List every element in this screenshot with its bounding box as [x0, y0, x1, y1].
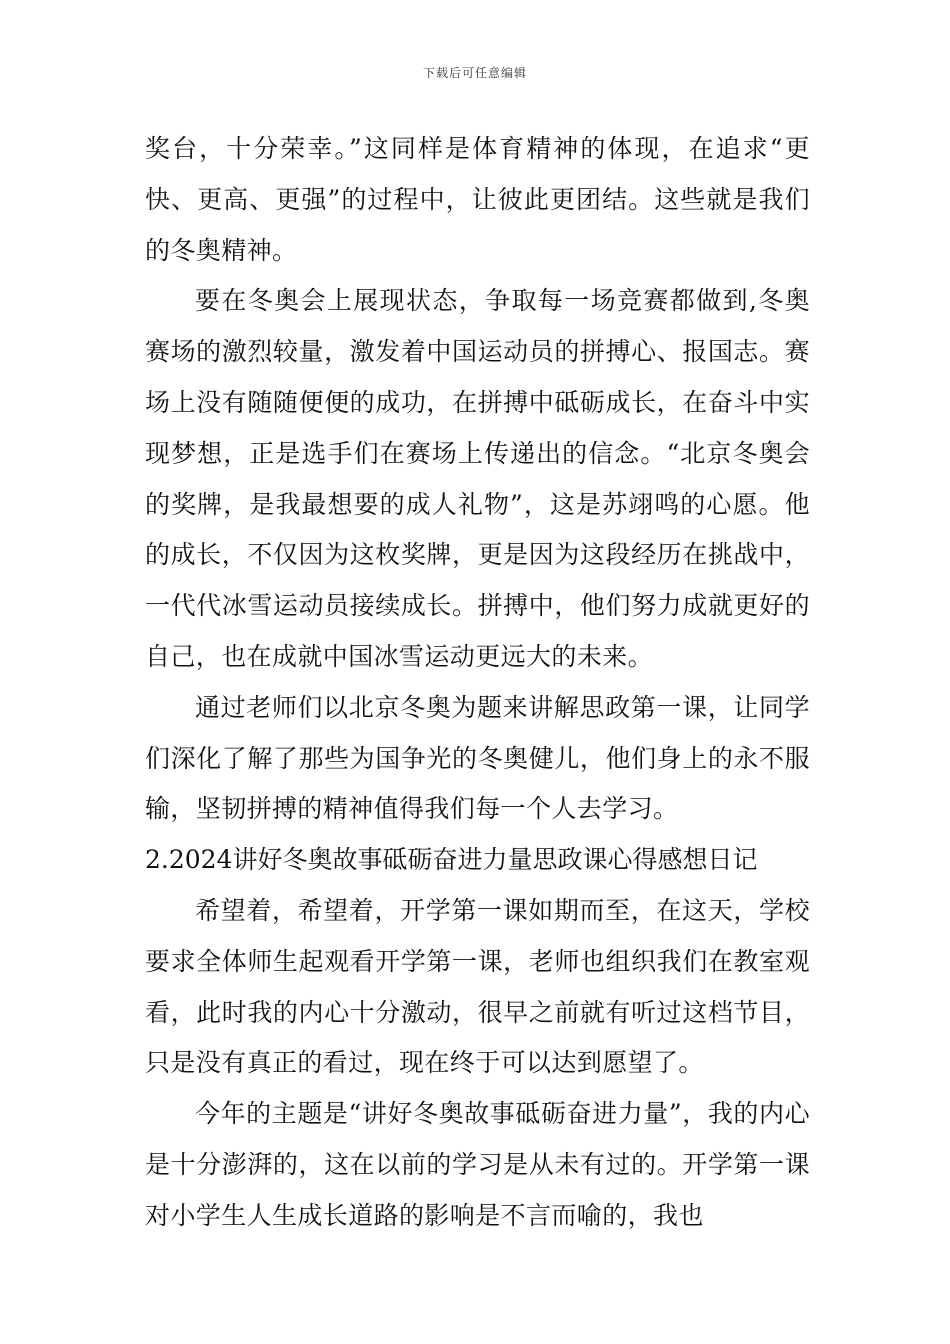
- paragraph: 今年的主题是“讲好冬奥故事砥砺奋进力量”，我的内心是十分澎湃的，这在以前的学习是从未有过的。开学第一课对小学生人生成长道路的影响是不言而喻的，我也: [145, 1099, 810, 1230]
- paragraph: 希望着，希望着，开学第一课如期而至，在这天，学校要求全体师生起观看开学第一课，老师也组织我们在教室观看，此时我的内心十分激动，很早之前就有听过这档节目，只是没有真正的看过，现在终于可以达到愿望了。: [145, 895, 810, 1078]
- section-heading: 2.2024讲好冬奥故事砥砺奋进力量思政课心得感想日记: [145, 845, 758, 875]
- paragraph: 要在冬奥会上展现状态，争取每一场竞赛都做到,冬奥赛场的激烈较量，激发着中国运动员的拼搏心、报国志。赛场上没有随随便便的成功，在拼搏中砥砺成长，在奋斗中实现梦想，正是选手们在赛场上传递出的信念。“北京冬奥会的奖牌，是我最想要的成人礼物”，这是苏翊鸣的心愿。他的成长，不仅因为这枚奖牌，更是因为这段经历在挑战中，一代代冰雪运动员接续成长。拼搏中，他们努力成就更好的自己，也在成就中国冰雪运动更远大的未来。: [145, 286, 810, 671]
- page-header: 下载后可任意编辑: [422, 66, 527, 80]
- paragraph: 通过老师们以北京冬奥为题来讲解思政第一课，让同学们深化了解了那些为国争光的冬奥健儿，他们身上的永不服输，坚韧拼搏的精神值得我们每一个人去学习。: [145, 692, 810, 824]
- document-body: [145, 124, 810, 1242]
- paragraph-continuation: 奖台，十分荣幸。”这同样是体育精神的体现，在追求“更快、更高、更强”的过程中，让彼此更团结。这些就是我们的冬奥精神。: [145, 134, 810, 265]
